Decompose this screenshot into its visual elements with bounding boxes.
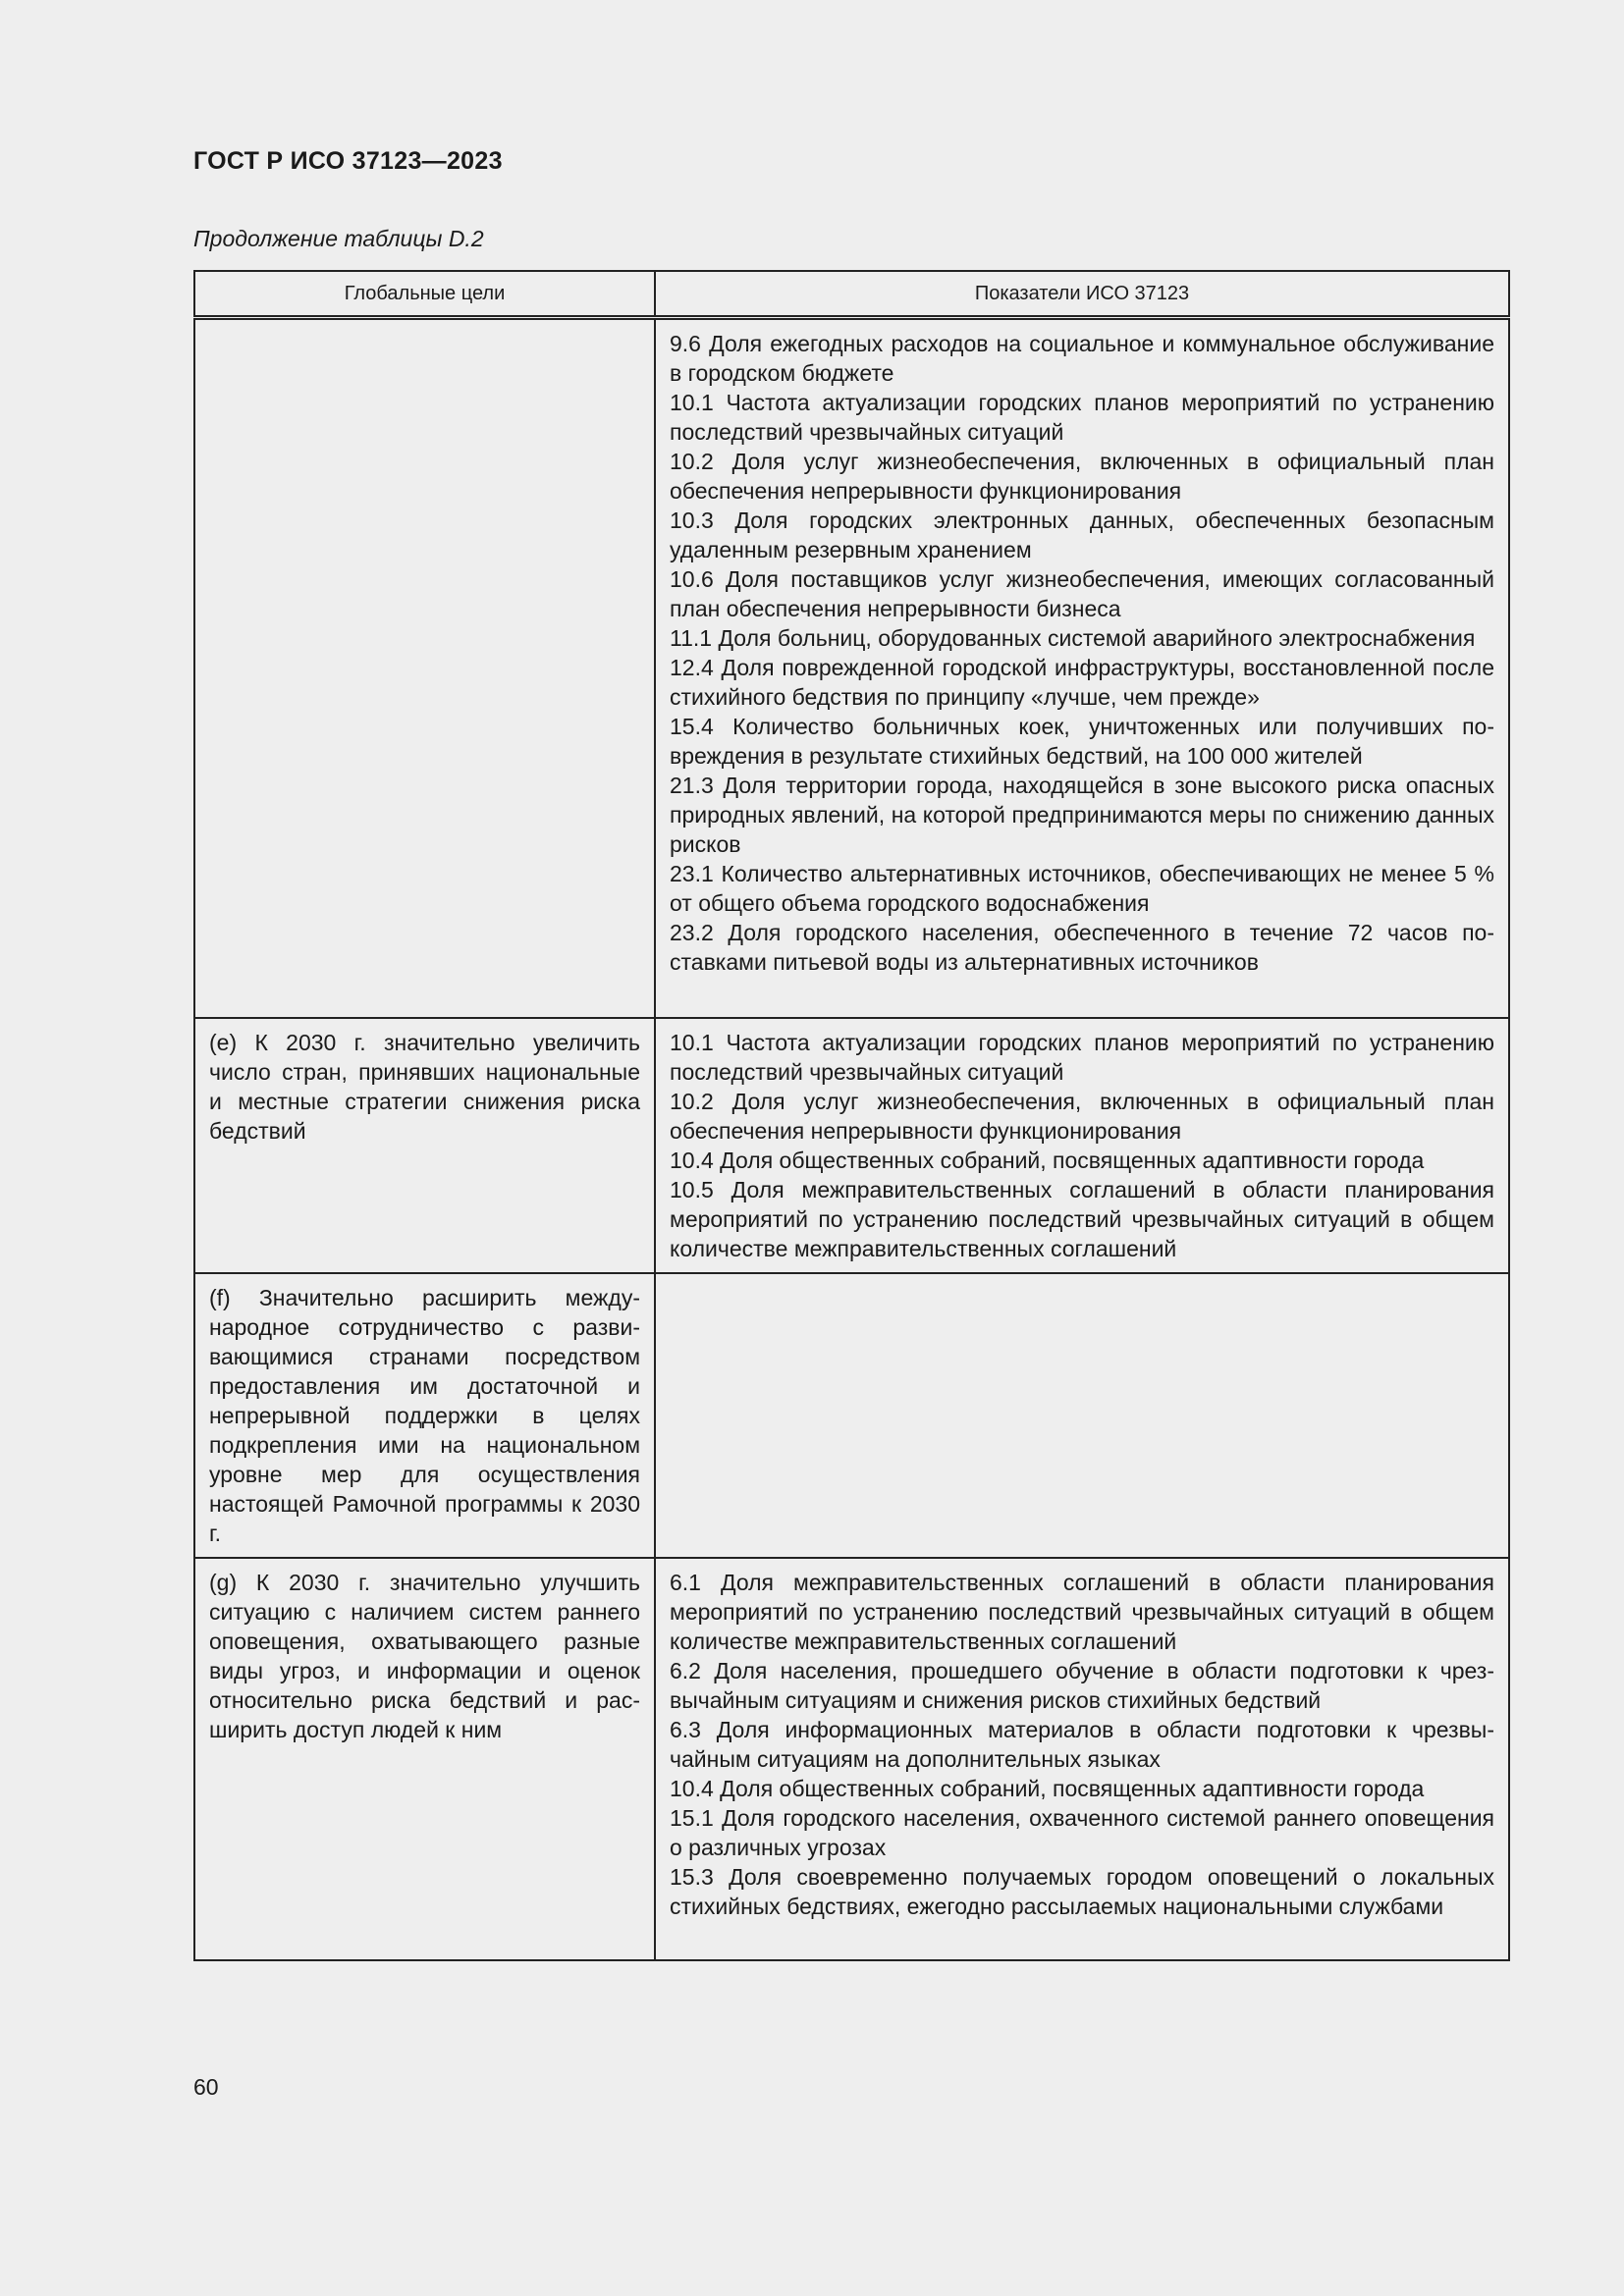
- indicator-item: 10.1 Частота актуализации городских планов мероприятий по устранению последствий чрезвычайных ситуаций: [670, 1029, 1494, 1085]
- indicator-item: 10.3 Доля городских электронных данных, обеспеченных безопасным удаленным резервным хранением: [670, 507, 1494, 562]
- goal-cell: (g) К 2030 г. значительно улучшить ситуацию с наличием систем раннего оповещения, охватывающего разные виды угроз, и информации и оценок относительно риска бедствий и расширить доступ людей к ним: [194, 1558, 655, 1960]
- indicator-item: 10.2 Доля услуг жизнеобеспечения, включенных в официальный план обеспечения непрерывности функционирования: [670, 449, 1494, 504]
- indicator-item: 15.4 Количество больничных коек, уничтоженных или получивших повреждения в результате стихийных бедствий, на 100 000 жителей: [670, 714, 1494, 769]
- indicators-cell: [655, 1558, 1509, 1960]
- column-header-indicators: Показатели ИСО 37123: [655, 271, 1509, 318]
- indicator-item: 10.2 Доля услуг жизнеобеспечения, включенных в официальный план обеспечения непрерывности функционирования: [670, 1088, 1494, 1144]
- indicator-item: 9.6 Доля ежегодных расходов на социальное и коммунальное обслуживание в городском бюджете: [670, 331, 1494, 386]
- indicator-item: 10.4 Доля общественных собраний, посвященных адаптивности города: [670, 1775, 1425, 1801]
- column-header-goals: Глобальные цели: [194, 271, 655, 318]
- indicator-item: 6.1 Доля межправительственных соглашений в области планирования мероприятий по устранению последствий чрезвычайных ситуаций в общем количестве межправительственных соглашений: [670, 1569, 1494, 1654]
- table-row: [194, 318, 1509, 1018]
- goals-indicators-table: [193, 270, 1510, 1961]
- goal-cell: [194, 318, 655, 1018]
- table-caption: Продолжение таблицы D.2: [193, 226, 484, 251]
- indicator-item: 21.3 Доля территории города, находящейся в зоне высокого риска опасных природных явлений, на которой предпринимаются меры по снижению данных рисков: [670, 773, 1494, 857]
- indicators-cell: [655, 1018, 1509, 1273]
- indicator-item: 23.1 Количество альтернативных источников, обеспечивающих не менее 5 % от общего объема городского водоснабжения: [670, 861, 1494, 916]
- indicator-item: 12.4 Доля поврежденной городской инфраструктуры, восстановленной после стихийного бедствия по принципу «лучше, чем прежде»: [670, 655, 1494, 710]
- indicator-item: 6.2 Доля населения, прошедшего обучение в области подготовки к чрезвычайным ситуациям и снижения рисков стихийных бедствий: [670, 1657, 1494, 1713]
- document-code: ГОСТ Р ИСО 37123—2023: [193, 147, 503, 175]
- indicator-item: 11.1 Доля больниц, оборудованных системой аварийного электроснабжения: [670, 625, 1476, 651]
- indicator-item: 10.1 Частота актуализации городских планов мероприятий по устранению последствий чрезвычайных ситуаций: [670, 390, 1494, 445]
- indicator-item: 6.3 Доля информационных материалов в области подготовки к чрезвычайным ситуациям на дополнительных языках: [670, 1716, 1494, 1772]
- indicator-item: 23.2 Доля городского населения, обеспеченного в течение 72 часов поставками питьевой воды из альтернативных источников: [670, 920, 1494, 975]
- table-header-row: [194, 271, 1509, 318]
- indicators-cell: [655, 1273, 1509, 1558]
- indicator-item: 10.4 Доля общественных собраний, посвященных адаптивности города: [670, 1147, 1425, 1173]
- indicator-item: 15.1 Доля городского населения, охваченного системой раннего оповещения о различных угрозах: [670, 1804, 1494, 1860]
- table-row: [194, 1558, 1509, 1960]
- indicator-item: 15.3 Доля своевременно получаемых городом оповещений о локальных стихийных бедствиях, ежегодно рассылаемых национальными службами: [670, 1863, 1494, 1919]
- goal-cell: (f) Значительно расширить международное сотрудничество с развивающимися странами посредством предоставления им достаточной и непрерывной поддержки в целях подкрепления ими на национальном уровне мер для осуществления настоящей Рамочной программы к 2030 г.: [194, 1273, 655, 1558]
- indicator-item: 10.6 Доля поставщиков услуг жизнеобеспечения, имеющих согласованный план обеспечения непрерывности бизнеса: [670, 566, 1494, 621]
- table-row: [194, 1273, 1509, 1558]
- indicator-item: 10.5 Доля межправительственных соглашений в области планирования мероприятий по устранению последствий чрезвычайных ситуаций в общем количестве межправительственных соглашений: [670, 1176, 1494, 1261]
- goal-cell: (е) К 2030 г. значительно увеличить число стран, принявших национальные и местные стратегии снижения риска бедствий: [194, 1018, 655, 1273]
- page-number: 60: [193, 2074, 219, 2100]
- table-row: [194, 1018, 1509, 1273]
- indicators-cell: [655, 318, 1509, 1018]
